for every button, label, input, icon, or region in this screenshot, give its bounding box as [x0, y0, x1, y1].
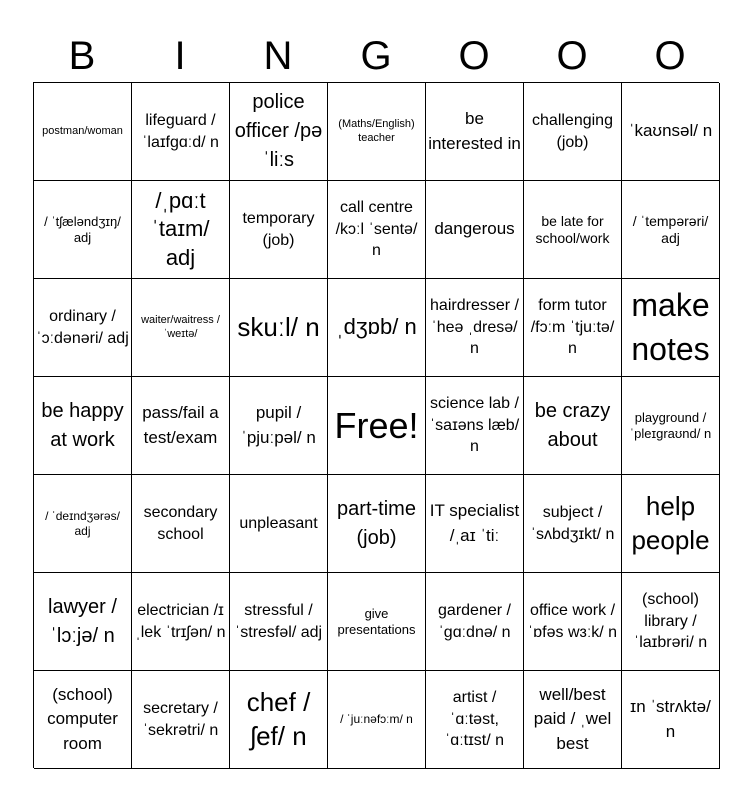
bingo-cell[interactable]: IT specialist /ˌaɪ ˈtiː [426, 475, 524, 573]
bingo-cell[interactable]: chef / ʃef/ n [230, 671, 328, 769]
bingo-cell[interactable]: (Maths/English) teacher [328, 83, 426, 181]
header-letter-b: B [68, 33, 96, 78]
bingo-cell[interactable]: be happy at work [34, 377, 132, 475]
bingo-cell[interactable]: / ˈtʃæləndʒɪŋ/ adj [34, 181, 132, 279]
header-letter-o1: O [458, 33, 490, 78]
bingo-cell[interactable]: well/best paid / ˌwel best [524, 671, 622, 769]
bingo-cell[interactable]: temporary (job) [230, 181, 328, 279]
bingo-cell[interactable]: ˈkaʊnsəl/ n [622, 83, 720, 181]
bingo-cell[interactable]: secretary /ˈsekrətri/ n [132, 671, 230, 769]
bingo-cell[interactable]: be interested in [426, 83, 524, 181]
bingo-cell[interactable]: (school) computer room [34, 671, 132, 769]
bingo-cell[interactable]: dangerous [426, 181, 524, 279]
bingo-header [33, 30, 719, 82]
bingo-cell[interactable]: /ˌpɑːt ˈtaɪm/ adj [132, 181, 230, 279]
bingo-cell[interactable]: lifeguard / ˈlaɪfɡɑːd/ n [132, 83, 230, 181]
bingo-cell[interactable]: stressful / ˈstresfəl/ adj [230, 573, 328, 671]
bingo-cell[interactable]: office work / ˈɒfəs wɜːk/ n [524, 573, 622, 671]
bingo-cell[interactable]: postman/woman [34, 83, 132, 181]
bingo-cell[interactable]: ˌdʒɒb/ n [328, 279, 426, 377]
bingo-cell[interactable]: help people [622, 475, 720, 573]
bingo-board [33, 82, 719, 768]
bingo-cell[interactable]: / ˈtempərəri/ adj [622, 181, 720, 279]
bingo-cell[interactable]: artist / ˈɑːtəst, ˈɑːtɪst/ n [426, 671, 524, 769]
bingo-cell[interactable]: lawyer / ˈlɔːjə/ n [34, 573, 132, 671]
bingo-cell[interactable]: science lab / ˈsaɪəns læb/ n [426, 377, 524, 475]
bingo-cell[interactable]: / ˈdeɪndʒərəs/ adj [34, 475, 132, 573]
bingo-free-cell[interactable]: Free! [328, 377, 426, 475]
bingo-cell[interactable]: challenging (job) [524, 83, 622, 181]
bingo-cell[interactable]: form tutor /fɔːm ˈtjuːtə/ n [524, 279, 622, 377]
bingo-cell[interactable]: hairdresser /ˈheə ˌdresə/ n [426, 279, 524, 377]
bingo-cell[interactable]: pass/fail a test/exam [132, 377, 230, 475]
bingo-cell[interactable]: waiter/waitress /ˈweɪtə/ [132, 279, 230, 377]
header-letter-g: G [360, 33, 392, 78]
header-letter-i: I [174, 33, 186, 78]
header-letter-o2: O [556, 33, 588, 78]
header-letter-o3: O [654, 33, 686, 78]
bingo-cell[interactable]: ordinary / ˈɔːdənəri/ adj [34, 279, 132, 377]
bingo-cell[interactable]: police officer /pəˈliːs [230, 83, 328, 181]
bingo-cell[interactable]: be crazy about [524, 377, 622, 475]
bingo-cell[interactable]: pupil / ˈpjuːpəl/ n [230, 377, 328, 475]
bingo-cell[interactable]: playground / ˈpleɪɡraʊnd/ n [622, 377, 720, 475]
bingo-cell[interactable]: be late for school/work [524, 181, 622, 279]
bingo-cell[interactable]: electrician /ɪˌlek ˈtrɪʃən/ n [132, 573, 230, 671]
bingo-cell[interactable]: skuːl/ n [230, 279, 328, 377]
bingo-cell[interactable]: gardener / ˈɡɑːdnə/ n [426, 573, 524, 671]
bingo-cell[interactable]: part-time (job) [328, 475, 426, 573]
header-letter-n: N [263, 33, 293, 78]
bingo-cell[interactable]: make notes [622, 279, 720, 377]
bingo-cell[interactable]: unpleasant [230, 475, 328, 573]
bingo-cell[interactable]: call centre /kɔːl ˈsentə/ n [328, 181, 426, 279]
bingo-cell[interactable]: / ˈjuːnəfɔːm/ n [328, 671, 426, 769]
bingo-cell[interactable]: ɪn ˈstrʌktə/ n [622, 671, 720, 769]
bingo-cell[interactable]: (school) library / ˈlaɪbrəri/ n [622, 573, 720, 671]
bingo-cell[interactable]: secondary school [132, 475, 230, 573]
bingo-cell[interactable]: give presentations [328, 573, 426, 671]
bingo-cell[interactable]: subject / ˈsʌbdʒɪkt/ n [524, 475, 622, 573]
